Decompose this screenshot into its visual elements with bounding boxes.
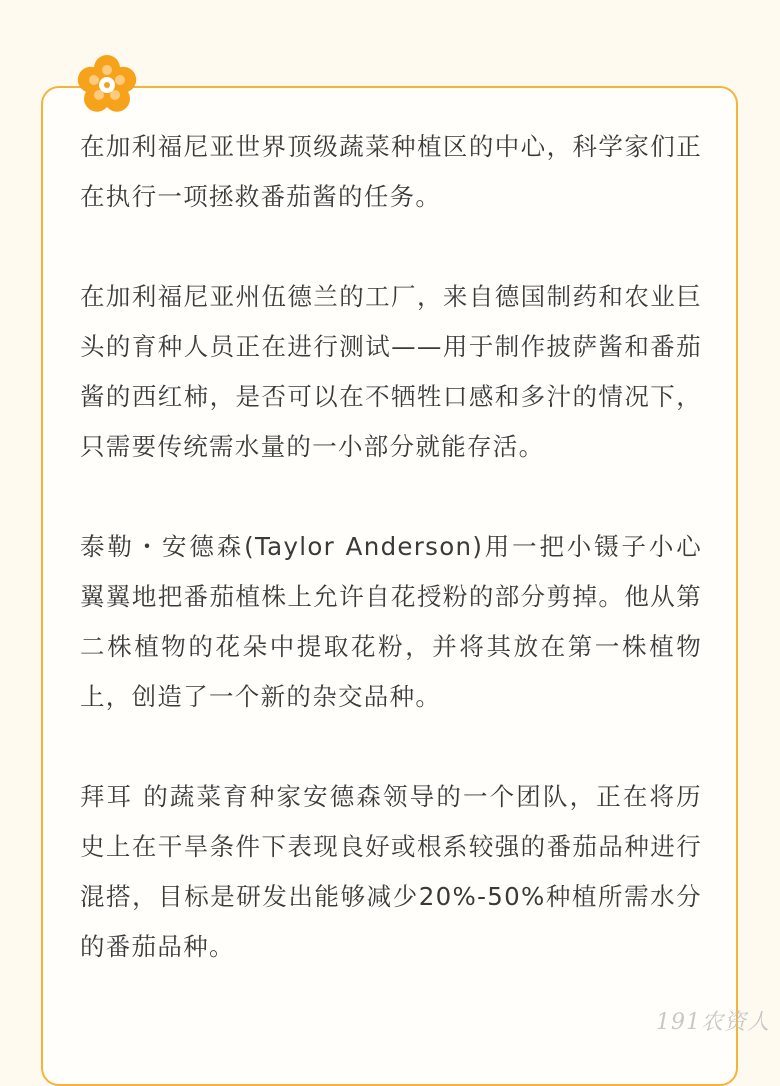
paragraph-1: 在加利福尼亚世界顶级蔬菜种植区的中心，科学家们正在执行一项拯救番茄酱的任务。 — [80, 132, 702, 211]
paragraph-3: 泰勒・安德森(Taylor Anderson)用一把小镊子小心翼翼地把番茄植株上允许自花授粉的部分剪掉。他从第二株植物的花朵中提取花粉，并将其放在第一株植物上，创造了一个新的杂交品种。 — [80, 532, 702, 711]
article-body — [80, 122, 702, 1022]
paragraph-2: 在加利福尼亚州伍德兰的工厂，来自德国制药和农业巨头的育种人员正在进行测试——用于制作披萨酱和番茄酱的西红柿，是否可以在不牺牲口感和多汁的情况下，只需要传统需水量的一小部分就能存活。 — [80, 282, 702, 461]
watermark: 191农资人 — [656, 1010, 770, 1035]
flower-icon — [76, 54, 138, 116]
paragraph-4: 拜耳 的蔬菜育种家安德森领导的一个团队，正在将历史上在干旱条件下表现良好或根系较强的番茄品种进行混搭，目标是研发出能够减少20%-50%种植所需水分的番茄品种。 — [80, 782, 702, 961]
